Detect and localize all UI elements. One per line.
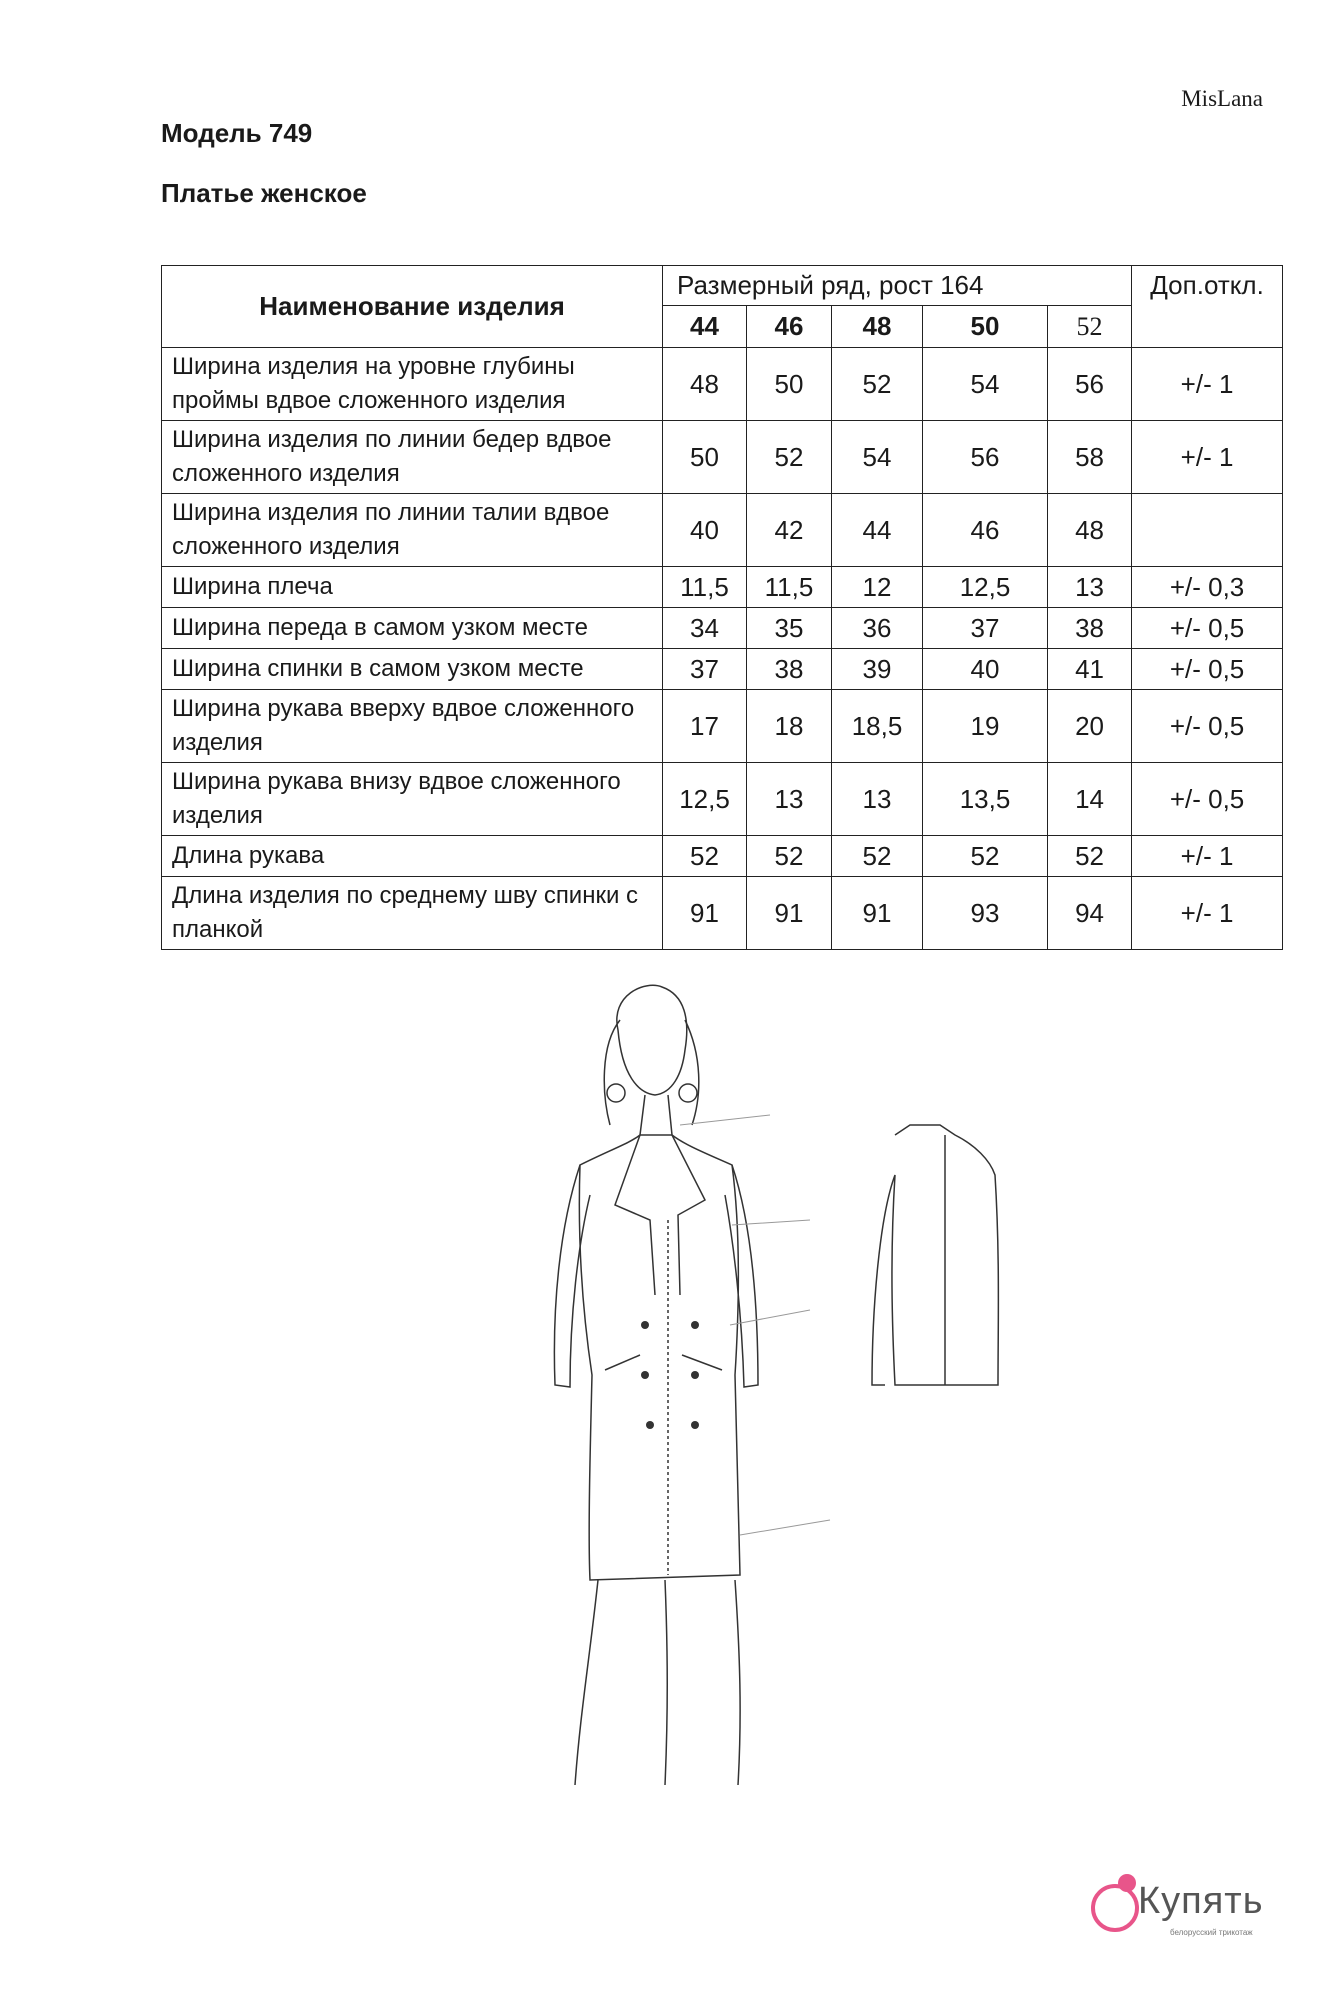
size-range-header: Размерный ряд, рост 164	[663, 266, 1132, 306]
measurement-name: Ширина рукава вверху вдвое сложенного изделия	[162, 690, 663, 763]
table-row	[162, 421, 1283, 494]
tolerance-value: +/- 0,3	[1132, 567, 1283, 608]
measurement-value: 93	[923, 877, 1048, 950]
name-column-header: Наименование изделия	[162, 266, 663, 348]
tolerance-value: +/- 0,5	[1132, 608, 1283, 649]
measurement-value: 56	[1048, 348, 1132, 421]
pocket-left	[605, 1355, 640, 1370]
measurement-value: 48	[1048, 494, 1132, 567]
measurement-value: 42	[747, 494, 832, 567]
tolerance-value: +/- 1	[1132, 877, 1283, 950]
table-row	[162, 649, 1283, 690]
measurement-value: 17	[663, 690, 747, 763]
measurement-value: 11,5	[663, 567, 747, 608]
measurement-value: 44	[832, 494, 923, 567]
product-subtitle: Платье женское	[161, 178, 367, 208]
size-header: 50	[923, 306, 1048, 348]
left-sleeve	[554, 1165, 590, 1387]
logo-text: Купять	[1138, 1880, 1264, 1922]
measurement-name: Ширина спинки в самом узком месте	[162, 649, 663, 690]
button	[641, 1321, 649, 1329]
measurement-value: 19	[923, 690, 1048, 763]
table-row	[162, 494, 1283, 567]
dress-sketch	[440, 975, 1010, 1785]
button	[691, 1421, 699, 1429]
logo-badge	[1118, 1874, 1136, 1892]
size-header: 46	[747, 306, 832, 348]
dress-outline	[579, 1135, 740, 1580]
measurement-value: 52	[747, 421, 832, 494]
measurement-name: Ширина изделия по линии бедер вдвое сложенного изделия	[162, 421, 663, 494]
measurement-value: 94	[1048, 877, 1132, 950]
measurement-name: Длина изделия по среднему шву спинки с планкой	[162, 877, 663, 950]
measurement-table	[161, 265, 1283, 950]
tolerance-value: +/- 1	[1132, 836, 1283, 877]
measurement-value: 20	[1048, 690, 1132, 763]
measurement-value: 12,5	[923, 567, 1048, 608]
pocket-right	[682, 1355, 722, 1370]
measurement-value: 56	[923, 421, 1048, 494]
measurement-value: 18	[747, 690, 832, 763]
dress-buttons	[641, 1321, 699, 1429]
table-row	[162, 836, 1283, 877]
button	[691, 1371, 699, 1379]
measurement-value: 52	[663, 836, 747, 877]
model-neck	[640, 1095, 672, 1135]
measurement-value: 54	[923, 348, 1048, 421]
size-header: 52	[1048, 306, 1132, 348]
size-header: 48	[832, 306, 923, 348]
measurement-value: 11,5	[747, 567, 832, 608]
tolerance-value: +/- 0,5	[1132, 690, 1283, 763]
measurement-value: 91	[832, 877, 923, 950]
logo-subtitle: белорусский трикотаж	[1170, 1928, 1253, 1937]
measurement-value: 52	[747, 836, 832, 877]
measurement-value: 52	[923, 836, 1048, 877]
tolerance-value: +/- 0,5	[1132, 763, 1283, 836]
measurement-value: 13	[832, 763, 923, 836]
table-row	[162, 763, 1283, 836]
model-legs	[575, 1580, 740, 1785]
table-row	[162, 608, 1283, 649]
back-view-outline	[872, 1125, 998, 1385]
earring-left	[607, 1084, 625, 1102]
earring-right	[679, 1084, 697, 1102]
button	[691, 1321, 699, 1329]
model-title: Модель 749	[161, 118, 313, 148]
model-head-outline	[617, 985, 687, 1095]
table-row	[162, 690, 1283, 763]
measurement-value: 14	[1048, 763, 1132, 836]
measurement-value: 12	[832, 567, 923, 608]
measurement-value: 52	[832, 348, 923, 421]
measurement-name: Ширина переда в самом узком месте	[162, 608, 663, 649]
measurement-name: Ширина изделия по линии талии вдвое сложенного изделия	[162, 494, 663, 567]
measurement-value: 39	[832, 649, 923, 690]
measurement-value: 50	[747, 348, 832, 421]
right-sleeve	[725, 1165, 758, 1387]
measurement-value: 36	[832, 608, 923, 649]
measurement-value: 52	[832, 836, 923, 877]
tolerance-value: +/- 1	[1132, 348, 1283, 421]
measurement-value: 50	[663, 421, 747, 494]
measurement-name: Ширина изделия на уровне глубины проймы вдвое сложенного изделия	[162, 348, 663, 421]
tolerance-value: +/- 1	[1132, 421, 1283, 494]
measurement-value: 48	[663, 348, 747, 421]
measurement-value: 35	[747, 608, 832, 649]
measurement-value: 46	[923, 494, 1048, 567]
button	[646, 1421, 654, 1429]
size-header: 44	[663, 306, 747, 348]
measurement-value: 13	[747, 763, 832, 836]
measurement-value: 12,5	[663, 763, 747, 836]
measurement-name: Длина рукава	[162, 836, 663, 877]
measurement-value: 38	[1048, 608, 1132, 649]
table-row	[162, 567, 1283, 608]
measurement-value: 91	[663, 877, 747, 950]
measurement-name: Ширина рукава внизу вдвое сложенного изделия	[162, 763, 663, 836]
tolerance-value: +/- 0,5	[1132, 649, 1283, 690]
annotation-leaders	[680, 1115, 830, 1535]
measurement-value: 54	[832, 421, 923, 494]
measurement-value: 13,5	[923, 763, 1048, 836]
logo-circle	[1093, 1886, 1137, 1930]
tolerance-column-header: Доп.откл.	[1132, 266, 1283, 348]
table-row	[162, 877, 1283, 950]
measurement-value: 37	[923, 608, 1048, 649]
tolerance-value	[1132, 494, 1283, 567]
lapel-left	[615, 1135, 655, 1295]
measurement-value: 41	[1048, 649, 1132, 690]
lapel-right	[672, 1135, 705, 1295]
measurement-value: 34	[663, 608, 747, 649]
brand-name: MisLana	[1181, 86, 1263, 111]
measurement-value: 52	[1048, 836, 1132, 877]
button	[641, 1371, 649, 1379]
measurement-value: 38	[747, 649, 832, 690]
measurement-value: 40	[663, 494, 747, 567]
measurement-value: 37	[663, 649, 747, 690]
measurement-value: 40	[923, 649, 1048, 690]
measurement-value: 91	[747, 877, 832, 950]
measurement-value: 18,5	[832, 690, 923, 763]
measurement-name: Ширина плеча	[162, 567, 663, 608]
measurement-value: 13	[1048, 567, 1132, 608]
table-row	[162, 348, 1283, 421]
measurement-value: 58	[1048, 421, 1132, 494]
